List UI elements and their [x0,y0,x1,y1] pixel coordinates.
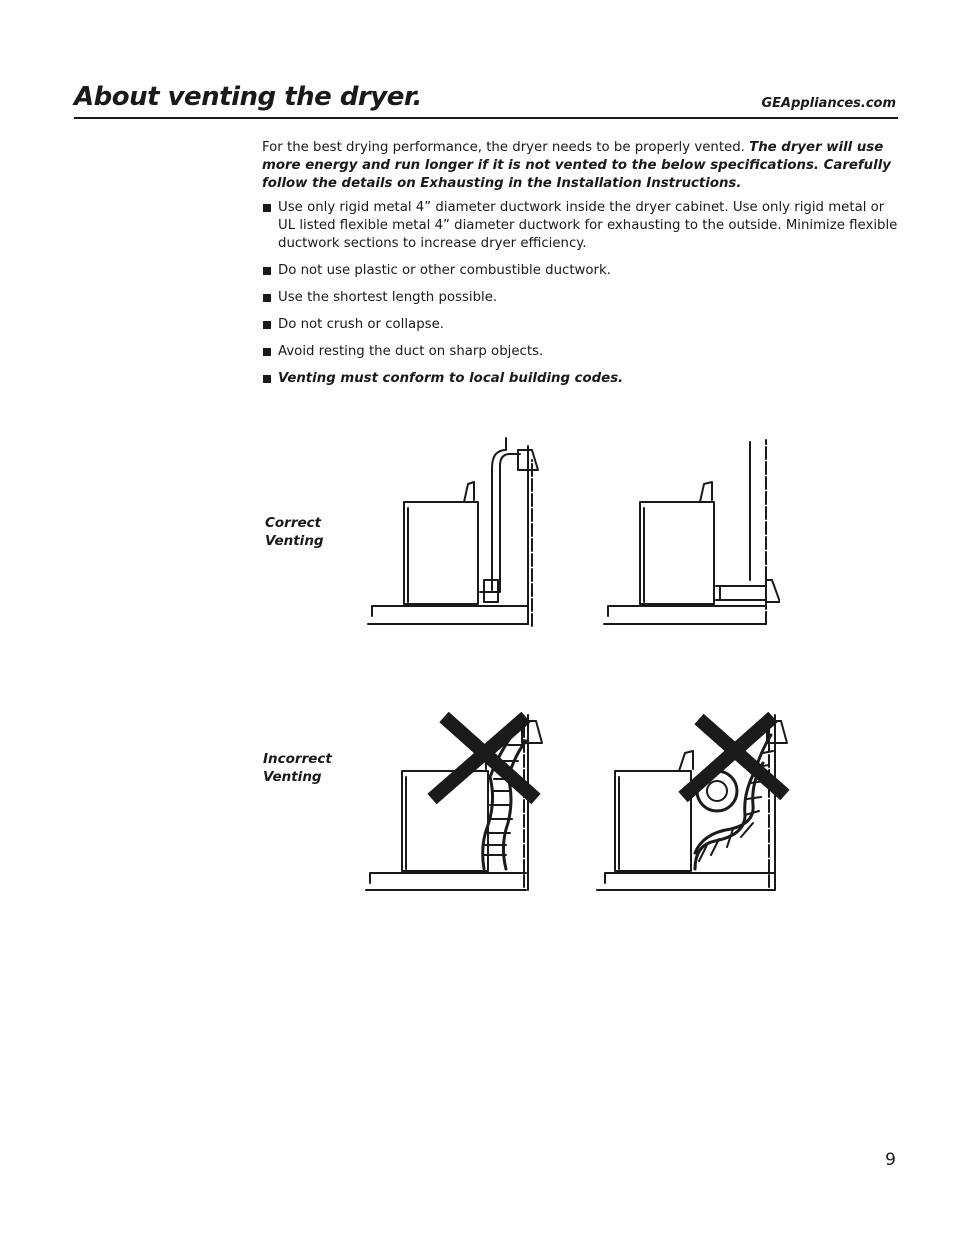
list-item-text: Use only rigid metal 4” diameter ductwork inside the dryer cabinet. Use only rigid metal or UL listed flexible metal 4” diameter ductwork for exhausting to the outside. Minimize flexible ductwork sections to increase dryer efficiency. [278,200,898,251]
caption-line: Venting [265,533,324,549]
incorrect-venting-caption [263,750,332,786]
intro-paragraph [262,139,902,193]
list-item [262,289,902,307]
list-item-text: Use the shortest length possible. [278,290,498,305]
floor-line [368,606,528,624]
floor-line [597,873,775,890]
dryer-control-panel [700,482,712,502]
x-mark-icon [432,717,536,799]
square-bullet-icon [263,267,271,275]
floor-line [366,873,526,890]
square-bullet-icon [263,321,271,329]
list-item-text: Avoid resting the duct on sharp objects. [278,344,544,359]
list-item [262,262,902,280]
square-bullet-icon [263,294,271,302]
page-title: About venting the dryer. [74,82,422,112]
incorrect-venting-diagram-crushed [360,705,550,900]
floor-line [604,606,766,624]
list-item [262,343,902,361]
list-item [262,199,902,253]
vent-hood-icon [766,580,780,602]
venting-requirements-list [262,199,902,388]
header-divider [74,117,898,119]
intro-plain: For the best drying performance, the dryer needs to be properly vented. [262,140,750,155]
square-bullet-icon [263,375,271,383]
rigid-duct [716,586,766,600]
list-item-text: Do not crush or collapse. [278,317,444,332]
list-item [262,370,902,388]
square-bullet-icon [263,204,271,212]
square-bullet-icon [263,348,271,356]
page-number: 9 [885,1150,896,1170]
intro-emphasis: The dryer will use more energy and run longer if it is not vented to the below specifications. Carefully follow the details on Exhausting in the Installation Instructions. [262,140,891,191]
dryer-cabinet [615,771,691,871]
list-item-text: Venting must conform to local building codes. [278,371,624,386]
dryer-cabinet [640,502,714,604]
caption-line: Correct [265,515,322,531]
correct-venting-diagram-vertical [360,430,540,630]
incorrect-venting-diagram-coiled [595,705,800,900]
caption-line: Venting [263,769,322,785]
dryer-control-panel [464,482,474,502]
correct-venting-caption [265,514,324,550]
list-item [262,316,902,334]
website-link[interactable]: GEAppliances.com [761,96,896,111]
rigid-duct [480,438,520,592]
flex-duct-coil-inner [707,781,727,801]
dryer-cabinet [404,502,478,604]
list-item-text: Do not use plastic or other combustible ductwork. [278,263,611,278]
dryer-control-panel [679,751,693,771]
venting-instructions [262,139,902,397]
caption-line: Incorrect [263,751,332,767]
correct-venting-diagram-horizontal [600,430,780,630]
